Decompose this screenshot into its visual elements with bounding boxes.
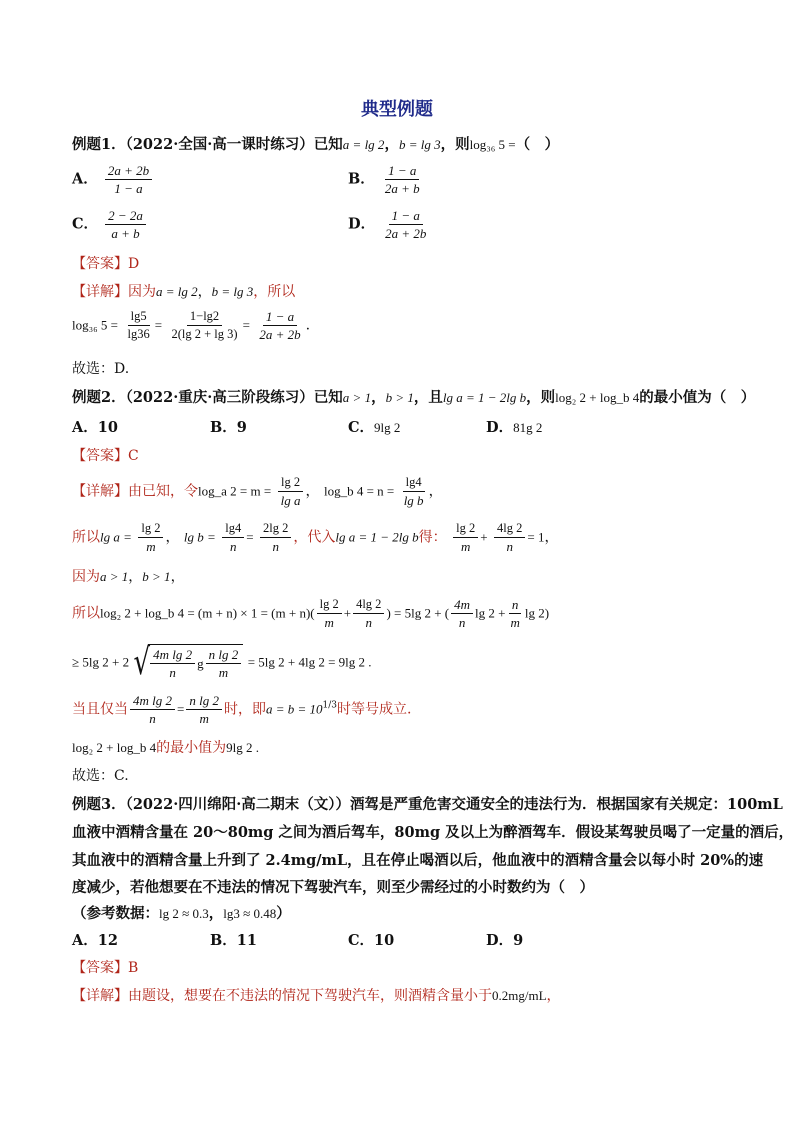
ex1-log-expr: log₃₆ 5 = xyxy=(469,137,516,152)
ex1-opt-a-frac xyxy=(105,162,152,197)
lhs: log₃₆ 5 = xyxy=(72,317,119,333)
ex1-detail xyxy=(72,281,295,301)
expr: lg a = 1 − 2lg b xyxy=(335,529,419,545)
frac xyxy=(494,520,525,555)
sep: ， xyxy=(165,529,180,546)
denominator: n xyxy=(365,615,372,630)
sep: ， xyxy=(371,389,386,406)
frac xyxy=(206,646,242,681)
ex2-then: ，则 xyxy=(526,389,556,406)
expr: g xyxy=(197,655,204,671)
eq: = xyxy=(246,529,254,545)
frac xyxy=(222,520,244,555)
frac xyxy=(453,520,478,555)
numerator: 1 − a xyxy=(389,207,423,225)
ex2-choose: 故选：C. xyxy=(72,768,129,784)
expr: lg 2) xyxy=(524,605,550,621)
ex3-option-c: C．10 xyxy=(348,932,395,949)
numerator: 2lg 2 xyxy=(260,520,291,538)
expr: lg 2 + xyxy=(475,605,506,621)
ex2-answer xyxy=(72,445,139,465)
frac-3 xyxy=(256,308,303,343)
denominator: 1 − a xyxy=(114,181,143,196)
expr: log₂ 2 + log_b 4 = (m + n) × 1 = (m + n)( xyxy=(100,605,315,621)
expr: lg b = xyxy=(183,529,216,545)
frac xyxy=(507,596,522,631)
denominator: m xyxy=(218,665,229,680)
sep: ， xyxy=(208,905,224,922)
answer-value: C xyxy=(128,448,139,464)
sqrt xyxy=(133,641,244,684)
denominator: n xyxy=(169,665,176,680)
answer-tag: 【答案】 xyxy=(72,960,128,976)
denominator: 2a + 2b xyxy=(385,226,427,241)
ex2-option-b: B．9 xyxy=(210,419,247,436)
numerator: 4m xyxy=(451,596,473,614)
expr: ) = 5lg 2 + ( xyxy=(386,605,450,621)
ex3-reference xyxy=(72,902,291,923)
ex1-derivation xyxy=(72,308,310,343)
option-label: A． xyxy=(72,170,98,188)
ex2-detail-1 xyxy=(72,474,443,509)
ex2-detail-3 xyxy=(72,566,185,586)
option-label: B． xyxy=(348,170,375,188)
expr: a = b = 10 xyxy=(265,701,323,717)
ex3-line-3: 其血液中的酒精含量上升到了 2.4mg/mL，且在停止喝酒以后，他血液中的酒精含量会以每小时 20%的速 xyxy=(72,852,764,869)
ex1-choose: 故选：D. xyxy=(72,361,130,377)
ex2-option-c xyxy=(348,416,400,437)
numerator: n lg 2 xyxy=(206,646,242,664)
numerator: 2a + 2b xyxy=(105,162,152,180)
ex1-blank: （ ） xyxy=(515,136,560,153)
frac xyxy=(130,692,175,727)
ex2-cond2: b > 1 xyxy=(385,390,414,405)
expr: = 5lg 2 + 4lg 2 = 9lg 2 . xyxy=(247,654,372,670)
expr: lg a = xyxy=(100,529,132,545)
detail-tag: 【详解】 xyxy=(72,284,128,300)
ex2-detail-6 xyxy=(72,692,411,727)
detail-text: 由已知，令 xyxy=(128,483,198,500)
ex2-expr: log₂ 2 + log_b 4 xyxy=(555,390,640,405)
option-label: C． xyxy=(348,419,375,436)
denominator: n xyxy=(272,539,279,554)
numerator: 1 − a xyxy=(263,308,297,326)
denominator: n xyxy=(506,539,513,554)
numerator: 4m lg 2 xyxy=(150,646,195,664)
frac xyxy=(138,520,163,555)
sep: ， xyxy=(428,483,443,500)
sqrt-icon: √ xyxy=(133,641,151,684)
frac xyxy=(451,596,473,631)
text: 时等号成立. xyxy=(337,701,412,718)
ex3-option-a: A．12 xyxy=(72,932,118,949)
detail-text: 由题设，想要在不违法的情况下驾驶汽车，则酒精含量小于 xyxy=(128,988,492,1004)
denominator: m xyxy=(324,615,334,630)
section-title: 典型例题 xyxy=(361,99,433,120)
ex2-tail: 的最小值为（ ） xyxy=(639,389,756,406)
frac xyxy=(401,474,427,509)
ex1-option-b xyxy=(348,162,425,197)
numerator: lg4 xyxy=(403,474,425,492)
ex2-option-d xyxy=(486,416,542,437)
text: ，代入 xyxy=(293,529,336,546)
text: 所以 xyxy=(72,605,100,622)
denominator: lg b xyxy=(403,493,424,508)
detail-a: a = lg 2 xyxy=(156,284,198,299)
frac-2 xyxy=(169,308,241,343)
detail-tag: 【详解】 xyxy=(72,988,128,1004)
expr: ≥ 5lg 2 + 2 xyxy=(72,654,130,670)
frac xyxy=(278,474,304,509)
ex2-detail-4: 所以log₂ 2 + log_b 4 = (m + n) × 1 = (m + n)( $\frac{\lg 2}{m}$ + $\frac{4\lg 2}{n}$ ) = 5lg 2 + ( $\frac{4m}{n}$ lg 2 + $\frac{n}{m}$ lg 2) xyxy=(72,597,550,630)
ex3-line-2: 血液中酒精含量在 20～80mg 之间为酒后驾车，80mg 及以上为醉酒驾车．假设某驾驶员喝了一定量的酒后， xyxy=(72,824,794,841)
denominator: m xyxy=(199,711,209,726)
ex2-question xyxy=(72,386,755,407)
numerator: 1 − a xyxy=(385,162,419,180)
numerator: 1−lg2 xyxy=(187,308,222,326)
expr: log_a 2 = m = xyxy=(198,483,272,499)
ex2-cond1: a > 1 xyxy=(342,390,372,405)
sep: ， xyxy=(128,569,143,585)
expr: b > 1 xyxy=(142,569,171,584)
ex2-detail-7 xyxy=(72,737,259,757)
denominator: 2(lg 2 + lg 3) xyxy=(171,327,238,341)
ex1-then: ，则 xyxy=(440,136,470,153)
frac xyxy=(150,646,195,681)
expr: log₂ 2 + log_b 4 xyxy=(72,740,157,755)
ex3-option-b: B．11 xyxy=(210,932,257,949)
numerator: 2 − 2a xyxy=(105,207,146,225)
denominator: m xyxy=(146,539,156,554)
ex1-sep: ， xyxy=(384,136,399,153)
option-label: C． xyxy=(72,215,99,233)
answer-tag: 【答案】 xyxy=(72,448,128,464)
denominator: a + b xyxy=(111,226,140,241)
detail-value: 0.2mg/mL xyxy=(492,988,547,1003)
ex1-cond-b: b = lg 3 xyxy=(398,137,441,152)
text: ） xyxy=(276,905,291,922)
denominator: lg36 xyxy=(127,327,150,341)
frac xyxy=(186,692,222,727)
denominator: lg a xyxy=(280,493,301,508)
ex1-opt-d-frac xyxy=(382,207,429,242)
numerator: lg 2 xyxy=(453,520,478,538)
sep: ， xyxy=(197,284,212,300)
numerator: lg5 xyxy=(128,308,150,326)
text: 当且仅当 xyxy=(72,701,128,718)
ex3-line-1: 例题3．（2022·四川绵阳·高二期末（文））酒驾是严重危害交通安全的违法行为．根据国家有关规定：100mL xyxy=(72,796,783,813)
ex1-head: 例题1．（2022·全国·高一课时练习）已知 xyxy=(72,136,343,153)
text: 因为 xyxy=(72,569,100,585)
numerator: 4lg 2 xyxy=(353,596,384,614)
ex2-mid: ，且 xyxy=(413,389,443,406)
expr: a > 1 xyxy=(100,569,129,584)
eq: = xyxy=(177,701,185,717)
frac-1 xyxy=(124,308,152,343)
denominator: n xyxy=(458,615,466,630)
text: 的最小值为 xyxy=(156,740,227,756)
answer-value: B xyxy=(128,960,139,976)
exponent: 1/3 xyxy=(322,700,337,711)
ref-value: lg3 ≈ 0.48 xyxy=(223,906,277,921)
eq: = xyxy=(154,317,163,333)
numerator: lg 2 xyxy=(317,596,342,614)
ex1-opt-c-frac xyxy=(105,207,146,242)
denominator: m xyxy=(460,539,471,554)
numerator: 4lg 2 xyxy=(494,520,525,538)
detail-text: 因为 xyxy=(128,284,156,300)
text: ， xyxy=(546,988,561,1004)
ex1-option-d xyxy=(348,207,431,242)
ex1-option-a xyxy=(72,162,154,197)
numerator: lg 2 xyxy=(278,474,303,492)
ex1-option-c xyxy=(72,207,148,242)
frac xyxy=(317,596,342,631)
denominator: n xyxy=(229,539,237,554)
denominator: m xyxy=(510,615,520,630)
denominator: 2a + b xyxy=(384,181,420,196)
ex3-option-d: D．9 xyxy=(486,932,524,949)
option-label: D． xyxy=(348,215,376,233)
option-label: D． xyxy=(486,419,514,436)
option-value: 9lg 2 xyxy=(374,420,401,435)
ex1-cond-a: a = lg 2 xyxy=(342,137,385,152)
eq: = 1 xyxy=(527,529,545,545)
ref-value: lg 2 ≈ 0.3 xyxy=(159,906,209,921)
ex1-question xyxy=(72,133,559,154)
ex1-answer xyxy=(72,253,139,273)
ex2-head: 例题2．（2022·重庆·高三阶段练习）已知 xyxy=(72,389,343,406)
detail-b: b = lg 3 xyxy=(211,284,254,299)
text: 得： xyxy=(418,529,447,546)
answer-tag: 【答案】 xyxy=(72,256,128,272)
option-value: 81g 2 xyxy=(513,420,543,435)
sep: ， xyxy=(305,483,320,500)
numerator: 4m lg 2 xyxy=(130,692,175,710)
answer-value: D xyxy=(128,256,140,272)
ex2-detail-2: 所以lg a = $\frac{\lg 2}{m}$ ， lg b = $\frac{\lg 4}{n}$ = $\frac{2\lg 2}{n}$ ，代入lg a = 1 − 2lg b得： $\frac{\lg 2}{m}$ + $\frac{4\lg 2}{n}$ = 1， xyxy=(72,521,559,554)
denominator: n xyxy=(149,711,156,726)
expr: log_b 4 = n = xyxy=(323,483,395,499)
numerator: lg4 xyxy=(222,520,244,538)
ex3-answer xyxy=(72,957,138,977)
ex2-detail-5 xyxy=(72,641,372,684)
detail-tag: 【详解】 xyxy=(72,483,128,500)
denominator: 2a + 2b xyxy=(259,327,301,342)
eq: = xyxy=(242,317,250,333)
frac xyxy=(353,596,384,631)
sep: ， xyxy=(544,529,559,546)
ex2-option-a: A．10 xyxy=(72,419,118,436)
frac xyxy=(260,520,291,555)
numerator: lg 2 xyxy=(138,520,163,538)
ex2-cond3: lg a = 1 − 2lg b xyxy=(442,390,527,405)
ex3-detail xyxy=(72,985,561,1005)
text: （参考数据： xyxy=(72,905,159,922)
detail-so: ，所以 xyxy=(253,284,296,300)
numerator: n lg 2 xyxy=(186,692,222,710)
value: 9lg 2 . xyxy=(226,740,259,755)
ex3-line-4: 度减少，若他想要在不违法的情况下驾驶汽车，则至少需经过的小时数约为（ ） xyxy=(72,879,594,896)
numerator: n xyxy=(509,596,522,614)
end: . xyxy=(305,317,311,334)
text: 时，即 xyxy=(223,701,266,718)
sep: ， xyxy=(170,569,185,585)
ex1-opt-b-frac xyxy=(382,162,423,197)
text: 所以 xyxy=(72,529,100,546)
